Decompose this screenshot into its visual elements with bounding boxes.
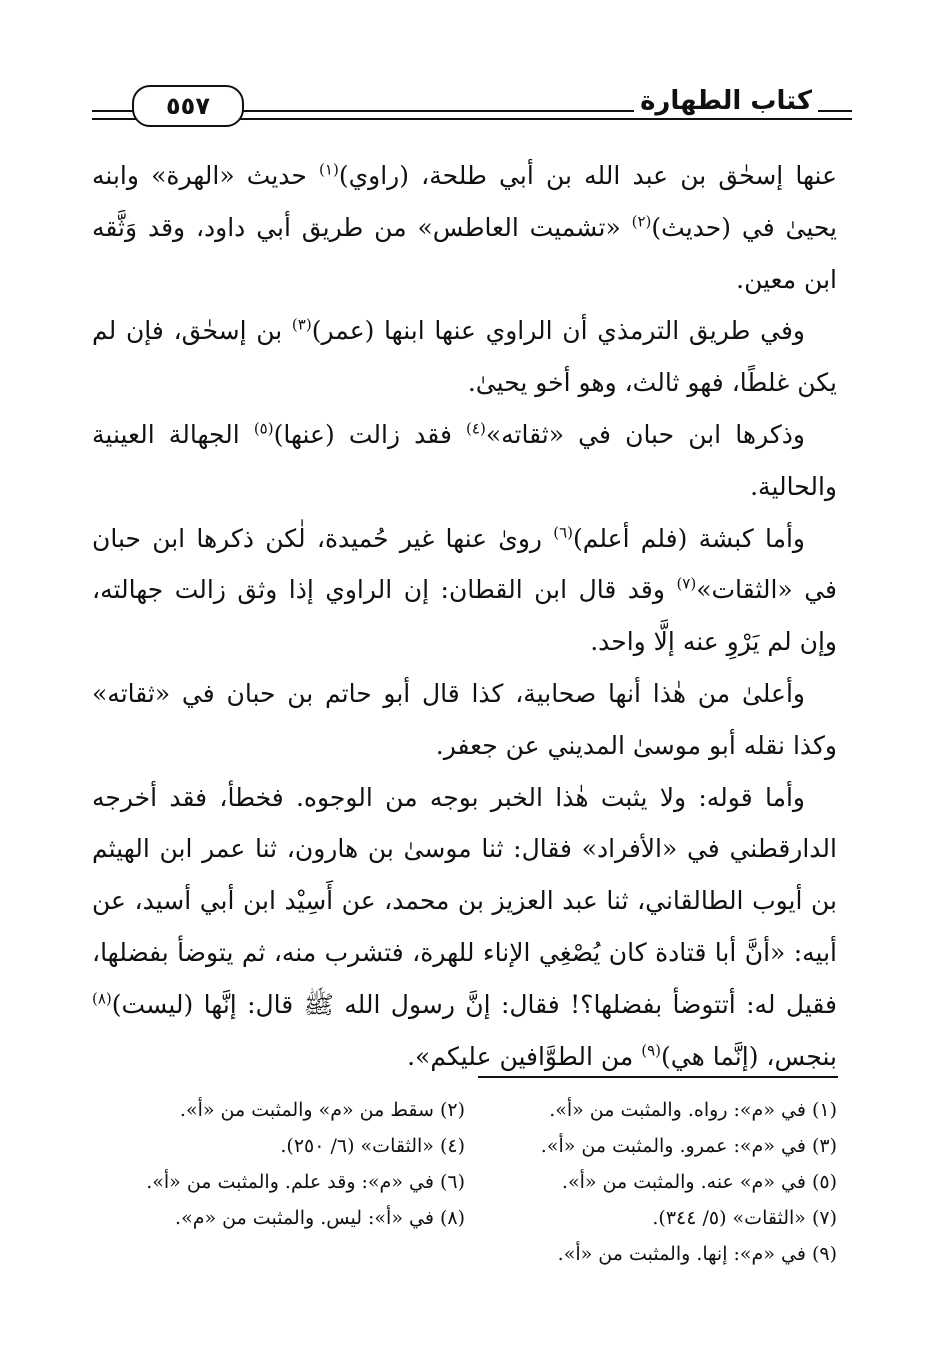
text-run: وفي طريق الترمذي أن الراوي عنها ابنها (عمر) bbox=[311, 316, 805, 346]
footnote-ref-8: (٨) bbox=[92, 989, 112, 1008]
footnote-9: (٩) في «م»: إنها. والمثبت من «أ». bbox=[557, 1243, 837, 1265]
chapter-title: كتاب الطهارة bbox=[634, 86, 818, 116]
footnote-ref-7: (٧) bbox=[676, 575, 697, 594]
page-header bbox=[92, 80, 852, 140]
footnote-row bbox=[92, 1128, 837, 1164]
footnote-2: (٢) سقط من «م» والمثبت من «أ». bbox=[179, 1099, 465, 1121]
footnote-7: (٧) «الثقات» (٥/ ٣٤٤). bbox=[652, 1207, 837, 1229]
footnote-ref-1: (١) bbox=[319, 160, 339, 179]
text-run: فقد زالت (عنها) bbox=[273, 419, 467, 449]
footnote-5: (٥) في «م» عنه. والمثبت من «أ». bbox=[561, 1171, 837, 1193]
footnote-row bbox=[92, 1092, 837, 1128]
text-run: «تشميت العاطس» من طريق أبي داود، وقد وَثَّقه ابن معين. bbox=[92, 212, 837, 294]
text-run: وذكرها ابن حبان في «ثقاته» bbox=[485, 419, 805, 449]
paragraph-1 bbox=[92, 150, 837, 305]
paragraph-4 bbox=[92, 513, 837, 668]
page-number: ٥٥٧ bbox=[132, 85, 244, 127]
footnote-6: (٦) في «م»: وقد علم. والمثبت من «أ». bbox=[146, 1171, 465, 1193]
paragraph-5: وأعلىٰ من هٰذا أنها صحابية، كذا قال أبو حاتم بن حبان في «ثقاته» وكذا نقله أبو موسىٰ المديني عن جعفر. bbox=[92, 678, 837, 760]
text-run: عنها إسحٰق بن عبد الله بن أبي طلحة، (راوي) bbox=[338, 161, 837, 190]
footnote-ref-9: (٩) bbox=[641, 1041, 662, 1060]
footnote-row bbox=[92, 1200, 837, 1236]
paragraph-3 bbox=[92, 409, 837, 513]
footnote-separator bbox=[478, 1076, 838, 1078]
text-run: وقد قال ابن القطان: إن الراوي إذا وثق زالت جهالته، وإن لم يَرْوِ عنه إلَّا واحد. bbox=[92, 575, 837, 657]
footnote-1: (١) في «م»: رواه. والمثبت من «أ». bbox=[549, 1099, 837, 1121]
text-run: وأما كبشة (فلم أعلم) bbox=[573, 523, 805, 553]
text-run: من الطوَّافين عليكم». bbox=[407, 1041, 642, 1071]
text-run: بن إسحٰق، فإن لم يكن غلطًا، فهو ثالث، وهو أخو يحيىٰ. bbox=[92, 316, 837, 398]
footnote-3: (٣) في «م»: عمرو. والمثبت من «أ». bbox=[540, 1135, 837, 1157]
footnote-row bbox=[92, 1236, 837, 1272]
text-run: روىٰ عنها غير حُميدة، لٰكن ذكرها ابن حبان في «الثقات» bbox=[92, 523, 837, 605]
footnote-ref-3: (٣) bbox=[291, 316, 312, 335]
footnote-ref-6: (٦) bbox=[553, 523, 573, 542]
text-run: وأما قوله: ولا يثبت هٰذا الخبر بوجه من الوجوه. فخطأ، فقد أخرجه الدارقطني في «الأفراد» فقال: ثنا موسىٰ بن هارون، ثنا عمر ابن الهيثم بن أيوب الطالقاني، ثنا عبد العزيز بن محمد، عن أَسِيْد ابن أبي أسيد، عن أبيه: «أنَّ أبا قتادة كان يُصْغِي الإناء للهرة، فتشرب منه، ثم يتوضأ بفضلها، فقيل له: أتتوضأ بفضلها؟! فقال: إنَّ رسول الله ﷺ قال: إنَّها (ليست) bbox=[92, 782, 837, 1019]
footnote-ref-5: (٥) bbox=[253, 419, 274, 438]
footnote-8: (٨) في «أ»: ليس. والمثبت من «م». bbox=[175, 1207, 465, 1229]
footnote-row bbox=[92, 1164, 837, 1200]
main-text bbox=[92, 150, 837, 1082]
footnote-ref-4: (٤) bbox=[466, 419, 486, 438]
footnote-4: (٤) «الثقات» (٦/ ٢٥٠). bbox=[280, 1135, 465, 1157]
paragraph-2 bbox=[92, 305, 837, 409]
text-run: حديث «الهرة» وابنه يحيىٰ في (حديث) bbox=[92, 161, 838, 242]
paragraph-6 bbox=[92, 772, 837, 1083]
footnote-ref-2: (٢) bbox=[631, 212, 652, 231]
footnotes bbox=[92, 1092, 837, 1272]
text-run: بنجس، (إنَّما هي) bbox=[661, 1041, 837, 1071]
text-run: الجهالة العينية والحالية. bbox=[92, 419, 837, 501]
